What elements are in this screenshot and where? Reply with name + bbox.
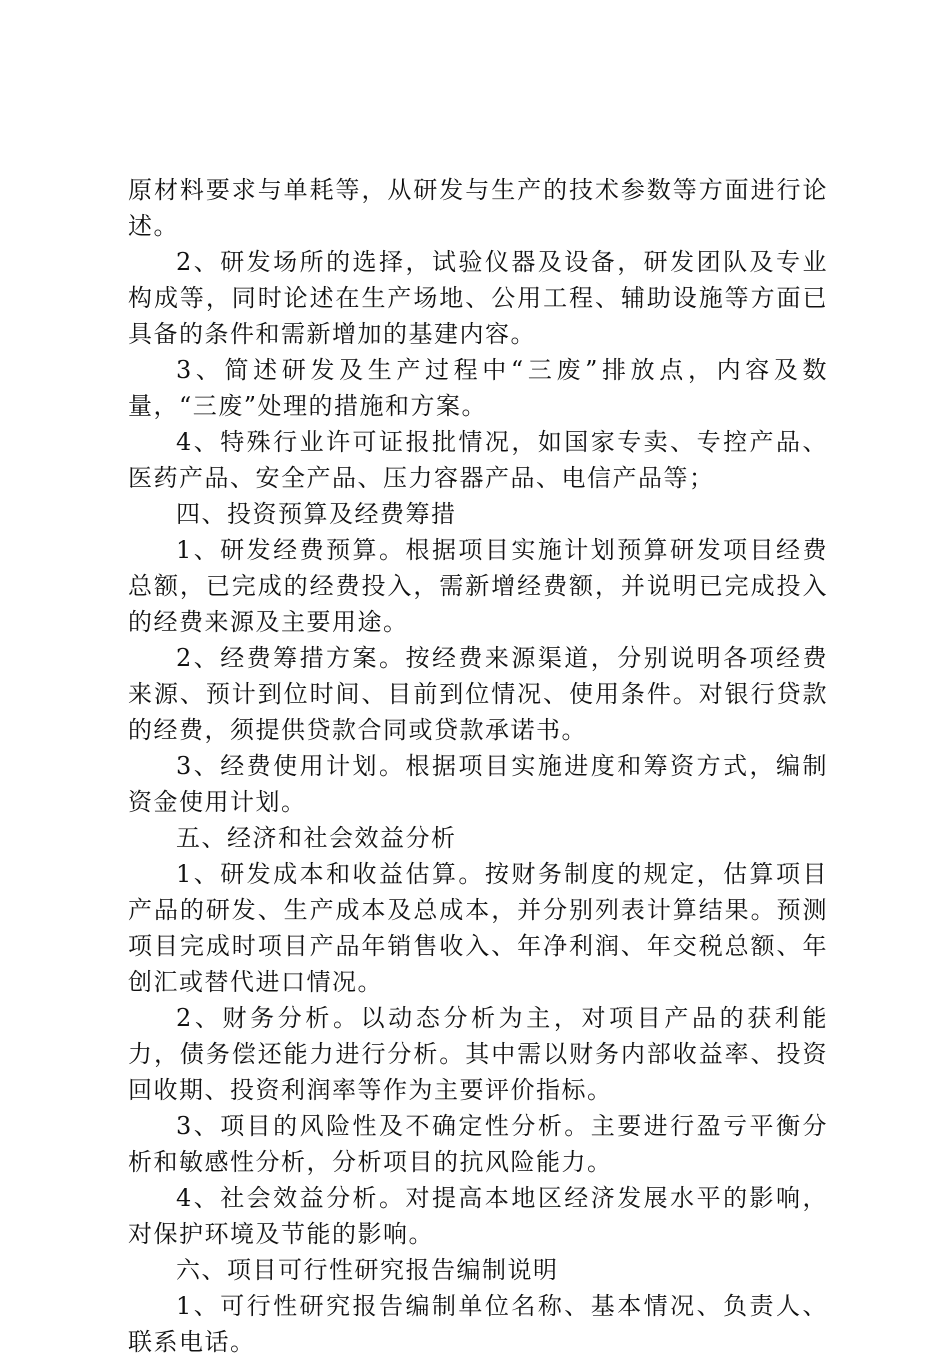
paragraph: 2、经费筹措方案。按经费来源渠道，分别说明各项经费来源、预计到位时间、目前到位情况、使用条件。对银行贷款的经费，须提供贷款合同或贷款承诺书。 (128, 644, 828, 744)
section-heading: 六、项目可行性研究报告编制说明 (176, 1256, 559, 1284)
paragraph: 1、研发成本和收益估算。按财务制度的规定，估算项目产品的研发、生产成本及总成本，并分别列表计算结果。预测项目完成时项目产品年销售收入、年净利润、年交税总额、年创汇或替代进口情况。 (128, 860, 828, 996)
paragraph: 2、财务分析。以动态分析为主，对项目产品的获利能力，债务偿还能力进行分析。其中需以财务内部收益率、投资回收期、投资利润率等作为主要评价指标。 (128, 1004, 828, 1104)
section-heading: 四、投资预算及经费筹措 (176, 500, 457, 528)
paragraph: 3、经费使用计划。根据项目实施进度和筹资方式，编制资金使用计划。 (128, 752, 828, 816)
paragraph: 3、项目的风险性及不确定性分析。主要进行盈亏平衡分析和敏感性分析，分析项目的抗风险能力。 (128, 1112, 828, 1176)
section-heading: 五、经济和社会效益分析 (176, 824, 457, 852)
paragraph: 1、研发经费预算。根据项目实施计划预算研发项目经费总额，已完成的经费投入，需新增经费额，并说明已完成投入的经费来源及主要用途。 (128, 536, 828, 636)
paragraph: 2、研发场所的选择，试验仪器及设备，研发团队及专业构成等，同时论述在生产场地、公用工程、辅助设施等方面已具备的条件和需新增加的基建内容。 (128, 248, 828, 348)
paragraph: 1、可行性研究报告编制单位名称、基本情况、负责人、联系电话。 (128, 1292, 828, 1356)
paragraph: 4、特殊行业许可证报批情况，如国家专卖、专控产品、医药产品、安全产品、压力容器产品、电信产品等； (128, 428, 828, 492)
paragraph: 原材料要求与单耗等，从研发与生产的技术参数等方面进行论述。 (128, 176, 828, 240)
paragraph: 3、简述研发及生产过程中“三废”排放点，内容及数量，“三废”处理的措施和方案。 (128, 356, 828, 420)
document-page (128, 172, 828, 1360)
paragraph: 4、社会效益分析。对提高本地区经济发展水平的影响，对保护环境及节能的影响。 (128, 1184, 828, 1248)
